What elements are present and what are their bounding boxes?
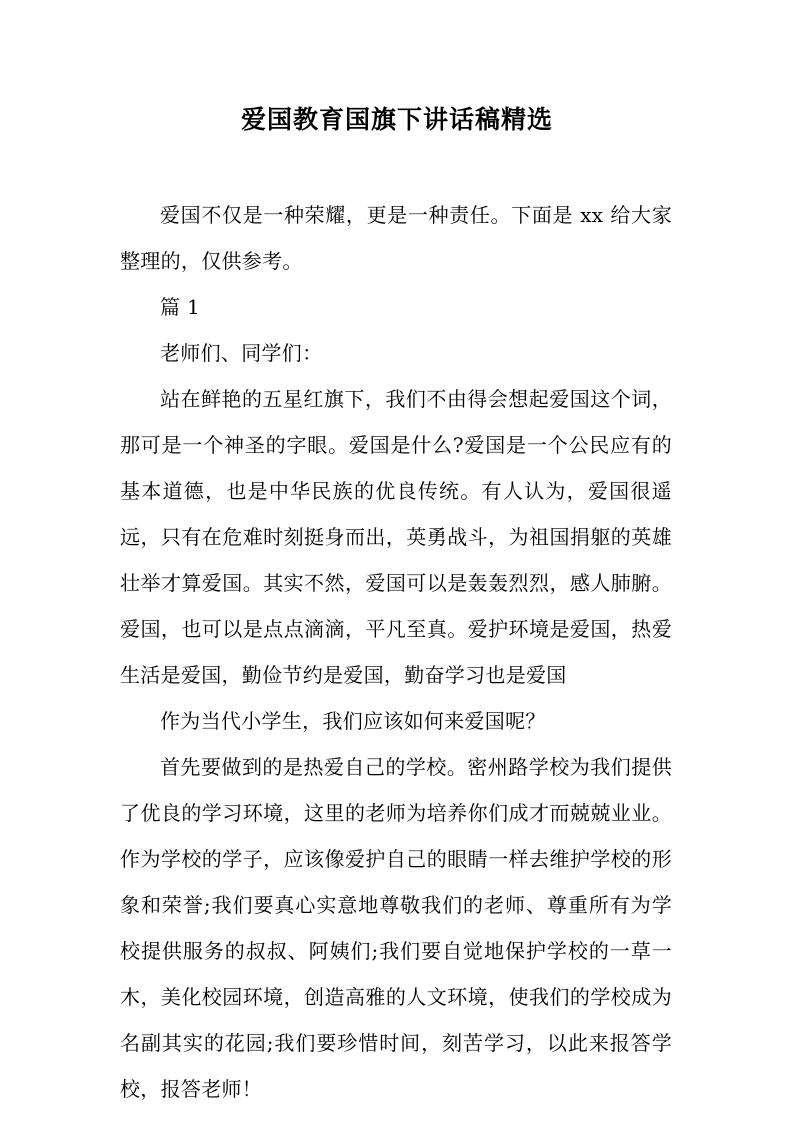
paragraph-body-1: 站在鲜艳的五星红旗下，我们不由得会想起爱国这个词，那可是一个神圣的字眼。爱国是什么?爱国是一个公民应有的基本道德，也是中华民族的优良传统。有人认为，爱国很遥远，只有在危难时刻挺身而出，英勇战斗，为祖国捐躯的英雄壮举才算爱国。其实不然，爱国可以是轰轰烈烈，感人肺腑。爱国，也可以是点点滴滴，平凡至真。爱护环境是爱国，热爱生活是爱国，勤俭节约是爱国，勤奋学习也是爱国 <box>120 387 672 687</box>
document-title: 爱国教育国旗下讲话稿精选 <box>240 105 553 134</box>
document-body <box>120 192 672 1112</box>
paragraph-intro: 爱国不仅是一种荣耀，更是一种责任。下面是 xx 给大家整理的，仅供参考。 <box>120 203 672 273</box>
paragraph-section-label: 篇 1 <box>160 295 200 319</box>
paragraph-salutation: 老师们、同学们： <box>160 341 323 365</box>
paragraph-body-2: 作为当代小学生，我们应该如何来爱国呢？ <box>160 709 546 733</box>
paragraph-body-3: 首先要做到的是热爱自己的学校。密州路学校为我们提供了优良的学习环境，这里的老师为培养你们成才而兢兢业业。作为学校的学子，应该像爱护自己的眼睛一样去维护学校的形象和荣誉;我们要真心实意地尊敬我们的老师、尊重所有为学校提供服务的叔叔、阿姨们;我们要自觉地保护学校的一草一木，美化校园环境，创造高雅的人文环境，使我们的学校成为名副其实的花园;我们要珍惜时间，刻苦学习，以此来报答学校，报答老师！ <box>120 755 672 1101</box>
